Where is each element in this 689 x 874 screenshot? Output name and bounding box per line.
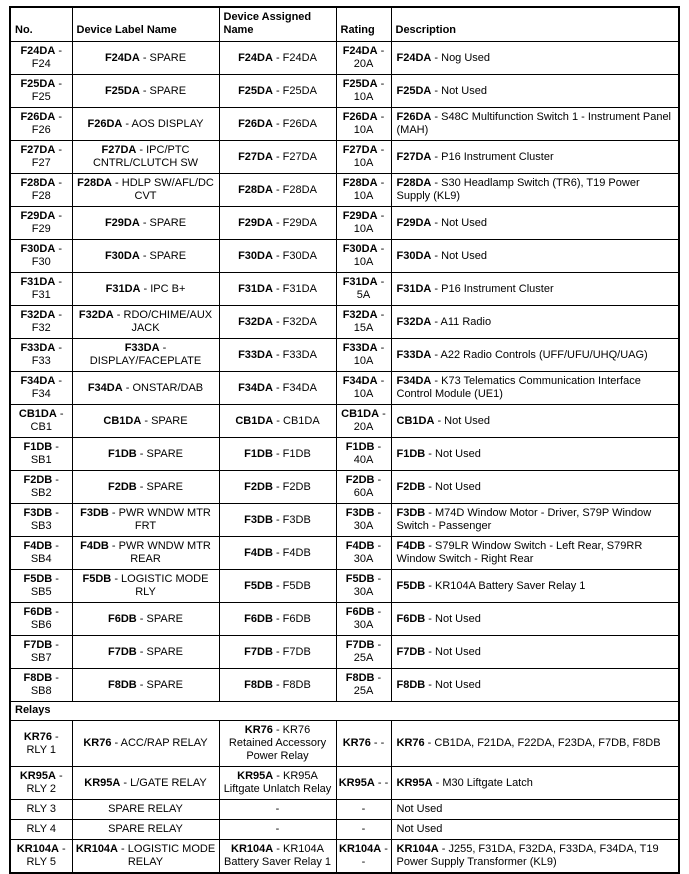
cell-rating: -: [336, 800, 391, 820]
cell-no: F30DA - F30: [10, 240, 72, 273]
cell-device-assigned-name: KR95A - KR95A Liftgate Unlatch Relay: [219, 767, 336, 800]
cell-rating: F2DB - 60A: [336, 471, 391, 504]
cell-device-label-name: F30DA - SPARE: [72, 240, 219, 273]
cell-rating: F4DB - 30A: [336, 537, 391, 570]
table-header-row: [10, 7, 679, 42]
cell-device-label-name: F33DA - DISPLAY/FACEPLATE: [72, 339, 219, 372]
table-body: [10, 42, 679, 874]
table-row: [10, 537, 679, 570]
cell-device-assigned-name: F5DB - F5DB: [219, 570, 336, 603]
cell-rating: F26DA - 10A: [336, 108, 391, 141]
relays-section-label: Relays: [10, 702, 679, 721]
cell-rating: F3DB - 30A: [336, 504, 391, 537]
cell-no: KR76 - RLY 1: [10, 721, 72, 767]
col-header-device-label-name: Device Label Name: [72, 7, 219, 42]
cell-rating: KR95A - -: [336, 767, 391, 800]
table-row: [10, 273, 679, 306]
cell-device-assigned-name: F25DA - F25DA: [219, 75, 336, 108]
cell-device-assigned-name: KR104A - KR104A Battery Saver Relay 1: [219, 840, 336, 874]
cell-device-assigned-name: F7DB - F7DB: [219, 636, 336, 669]
cell-device-label-name: F32DA - RDO/CHIME/AUX JACK: [72, 306, 219, 339]
cell-description: F28DA - S30 Headlamp Switch (TR6), T19 Power Supply (KL9): [391, 174, 679, 207]
cell-device-label-name: F27DA - IPC/PTC CNTRL/CLUTCH SW: [72, 141, 219, 174]
cell-description: F2DB - Not Used: [391, 471, 679, 504]
cell-device-label-name: F28DA - HDLP SW/AFL/DC CVT: [72, 174, 219, 207]
cell-device-assigned-name: F27DA - F27DA: [219, 141, 336, 174]
table-row: [10, 636, 679, 669]
cell-rating: F1DB - 40A: [336, 438, 391, 471]
cell-rating: F28DA - 10A: [336, 174, 391, 207]
cell-no: F29DA - F29: [10, 207, 72, 240]
cell-device-assigned-name: F34DA - F34DA: [219, 372, 336, 405]
table-row: [10, 372, 679, 405]
cell-description: F34DA - K73 Telematics Communication Interface Control Module (UE1): [391, 372, 679, 405]
table-row: [10, 669, 679, 702]
cell-device-assigned-name: F24DA - F24DA: [219, 42, 336, 75]
cell-description: F32DA - A11 Radio: [391, 306, 679, 339]
cell-rating: F29DA - 10A: [336, 207, 391, 240]
cell-no: F32DA - F32: [10, 306, 72, 339]
cell-device-assigned-name: F6DB - F6DB: [219, 603, 336, 636]
table-row: [10, 108, 679, 141]
cell-device-label-name: KR104A - LOGISTIC MODE RELAY: [72, 840, 219, 874]
table-row: [10, 75, 679, 108]
cell-rating: KR76 - -: [336, 721, 391, 767]
cell-device-label-name: F24DA - SPARE: [72, 42, 219, 75]
cell-no: F3DB - SB3: [10, 504, 72, 537]
cell-rating: F24DA - 20A: [336, 42, 391, 75]
cell-description: F31DA - P16 Instrument Cluster: [391, 273, 679, 306]
cell-device-label-name: F25DA - SPARE: [72, 75, 219, 108]
col-header-no: No.: [10, 7, 72, 42]
cell-no: F34DA - F34: [10, 372, 72, 405]
cell-no: F26DA - F26: [10, 108, 72, 141]
table-row: [10, 438, 679, 471]
cell-description: KR95A - M30 Liftgate Latch: [391, 767, 679, 800]
cell-description: CB1DA - Not Used: [391, 405, 679, 438]
table-row: [10, 306, 679, 339]
cell-description: F8DB - Not Used: [391, 669, 679, 702]
col-header-device-assigned-name: Device Assigned Name: [219, 7, 336, 42]
cell-no: F1DB - SB1: [10, 438, 72, 471]
table-row: [10, 471, 679, 504]
cell-device-assigned-name: -: [219, 800, 336, 820]
cell-device-label-name: F8DB - SPARE: [72, 669, 219, 702]
cell-rating: F32DA - 15A: [336, 306, 391, 339]
cell-device-label-name: KR76 - ACC/RAP RELAY: [72, 721, 219, 767]
cell-device-assigned-name: F3DB - F3DB: [219, 504, 336, 537]
cell-description: F6DB - Not Used: [391, 603, 679, 636]
cell-device-label-name: F4DB - PWR WNDW MTR REAR: [72, 537, 219, 570]
col-header-rating: Rating: [336, 7, 391, 42]
cell-device-label-name: F1DB - SPARE: [72, 438, 219, 471]
cell-no: F25DA - F25: [10, 75, 72, 108]
cell-no: F7DB - SB7: [10, 636, 72, 669]
cell-no: F27DA - F27: [10, 141, 72, 174]
cell-device-label-name: CB1DA - SPARE: [72, 405, 219, 438]
table-row: [10, 207, 679, 240]
cell-device-assigned-name: KR76 - KR76 Retained Accessory Power Relay: [219, 721, 336, 767]
cell-no: F6DB - SB6: [10, 603, 72, 636]
cell-description: F5DB - KR104A Battery Saver Relay 1: [391, 570, 679, 603]
cell-device-label-name: F26DA - AOS DISPLAY: [72, 108, 219, 141]
cell-rating: F6DB - 30A: [336, 603, 391, 636]
cell-no: F24DA - F24: [10, 42, 72, 75]
cell-no: F31DA - F31: [10, 273, 72, 306]
cell-no: F28DA - F28: [10, 174, 72, 207]
cell-rating: CB1DA - 20A: [336, 405, 391, 438]
table-row: [10, 721, 679, 767]
cell-device-label-name: F31DA - IPC B+: [72, 273, 219, 306]
fuse-relay-table: [9, 6, 680, 874]
cell-no: KR95A - RLY 2: [10, 767, 72, 800]
cell-rating: F7DB - 25A: [336, 636, 391, 669]
cell-no: F8DB - SB8: [10, 669, 72, 702]
cell-description: F24DA - Nog Used: [391, 42, 679, 75]
cell-rating: F5DB - 30A: [336, 570, 391, 603]
cell-description: F29DA - Not Used: [391, 207, 679, 240]
cell-rating: KR104A - -: [336, 840, 391, 874]
cell-no: CB1DA - CB1: [10, 405, 72, 438]
table-row: [10, 840, 679, 874]
cell-device-assigned-name: F32DA - F32DA: [219, 306, 336, 339]
cell-device-label-name: F7DB - SPARE: [72, 636, 219, 669]
cell-rating: F8DB - 25A: [336, 669, 391, 702]
cell-device-assigned-name: F30DA - F30DA: [219, 240, 336, 273]
cell-device-label-name: F3DB - PWR WNDW MTR FRT: [72, 504, 219, 537]
cell-rating: F34DA - 10A: [336, 372, 391, 405]
cell-description: F3DB - M74D Window Motor - Driver, S79P Window Switch - Passenger: [391, 504, 679, 537]
cell-device-assigned-name: F33DA - F33DA: [219, 339, 336, 372]
cell-description: F27DA - P16 Instrument Cluster: [391, 141, 679, 174]
cell-description: Not Used: [391, 820, 679, 840]
table-row: [10, 405, 679, 438]
cell-device-assigned-name: -: [219, 820, 336, 840]
table-row: [10, 42, 679, 75]
cell-no: F2DB - SB2: [10, 471, 72, 504]
cell-device-label-name: F29DA - SPARE: [72, 207, 219, 240]
cell-description: F1DB - Not Used: [391, 438, 679, 471]
table-row: [10, 820, 679, 840]
cell-rating: F31DA - 5A: [336, 273, 391, 306]
cell-description: F26DA - S48C Multifunction Switch 1 - Instrument Panel (MAH): [391, 108, 679, 141]
cell-device-assigned-name: F31DA - F31DA: [219, 273, 336, 306]
cell-no: RLY 4: [10, 820, 72, 840]
cell-device-label-name: SPARE RELAY: [72, 800, 219, 820]
cell-description: F33DA - A22 Radio Controls (UFF/UFU/UHQ/UAG): [391, 339, 679, 372]
cell-device-assigned-name: CB1DA - CB1DA: [219, 405, 336, 438]
cell-description: KR76 - CB1DA, F21DA, F22DA, F23DA, F7DB, F8DB: [391, 721, 679, 767]
table-row: [10, 174, 679, 207]
table-row: [10, 141, 679, 174]
table-row: [10, 504, 679, 537]
cell-rating: -: [336, 820, 391, 840]
table-row: [10, 570, 679, 603]
table-row: [10, 800, 679, 820]
cell-device-assigned-name: F8DB - F8DB: [219, 669, 336, 702]
col-header-description: Description: [391, 7, 679, 42]
cell-device-label-name: SPARE RELAY: [72, 820, 219, 840]
relays-section-row: [10, 702, 679, 721]
cell-description: F30DA - Not Used: [391, 240, 679, 273]
cell-rating: F33DA - 10A: [336, 339, 391, 372]
cell-rating: F25DA - 10A: [336, 75, 391, 108]
cell-device-assigned-name: F1DB - F1DB: [219, 438, 336, 471]
cell-device-assigned-name: F4DB - F4DB: [219, 537, 336, 570]
cell-rating: F30DA - 10A: [336, 240, 391, 273]
cell-device-label-name: KR95A - L/GATE RELAY: [72, 767, 219, 800]
cell-device-label-name: F5DB - LOGISTIC MODE RLY: [72, 570, 219, 603]
table-row: [10, 767, 679, 800]
cell-device-label-name: F2DB - SPARE: [72, 471, 219, 504]
cell-description: Not Used: [391, 800, 679, 820]
cell-description: F25DA - Not Used: [391, 75, 679, 108]
cell-device-assigned-name: F28DA - F28DA: [219, 174, 336, 207]
cell-device-assigned-name: F29DA - F29DA: [219, 207, 336, 240]
cell-device-label-name: F6DB - SPARE: [72, 603, 219, 636]
cell-device-assigned-name: F26DA - F26DA: [219, 108, 336, 141]
table-row: [10, 240, 679, 273]
cell-no: RLY 3: [10, 800, 72, 820]
table-row: [10, 339, 679, 372]
cell-no: F33DA - F33: [10, 339, 72, 372]
cell-description: KR104A - J255, F31DA, F32DA, F33DA, F34DA, T19 Power Supply Transformer (KL9): [391, 840, 679, 874]
cell-description: F7DB - Not Used: [391, 636, 679, 669]
cell-device-label-name: F34DA - ONSTAR/DAB: [72, 372, 219, 405]
cell-rating: F27DA - 10A: [336, 141, 391, 174]
cell-no: F5DB - SB5: [10, 570, 72, 603]
cell-device-assigned-name: F2DB - F2DB: [219, 471, 336, 504]
cell-no: F4DB - SB4: [10, 537, 72, 570]
cell-description: F4DB - S79LR Window Switch - Left Rear, S79RR Window Switch - Right Rear: [391, 537, 679, 570]
cell-no: KR104A - RLY 5: [10, 840, 72, 874]
table-row: [10, 603, 679, 636]
